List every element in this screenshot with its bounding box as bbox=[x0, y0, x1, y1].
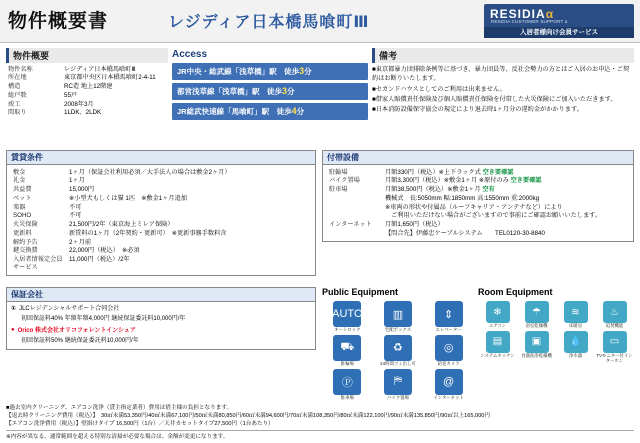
guarantee-fee-line bbox=[21, 337, 311, 345]
icon-caption: 浄水器 bbox=[568, 352, 583, 358]
rent-key: SOHO bbox=[13, 212, 32, 220]
note-list bbox=[372, 65, 634, 114]
rent-value: 1ヶ月 bbox=[69, 177, 85, 185]
list-item bbox=[172, 103, 368, 120]
rent-value: 21,500円/2年（東京海上ミレア保険） bbox=[69, 221, 174, 228]
logo-alpha: α bbox=[545, 7, 555, 21]
room-equipment-title: Room Equipment bbox=[478, 287, 553, 297]
list-item bbox=[423, 368, 474, 402]
outline-key: 構造 bbox=[8, 83, 21, 90]
dishwasher-icon: ▣ bbox=[525, 331, 549, 353]
delivery-box-icon: ▥ bbox=[384, 301, 412, 327]
guarantee-company-name: Orico 株式会社オリコフォレントインシュア bbox=[17, 327, 136, 334]
list-item bbox=[11, 327, 311, 335]
table-row bbox=[11, 247, 311, 256]
divider bbox=[6, 430, 634, 431]
outline-value: 東京都中央区日本橋馬喰町2-4-11 bbox=[64, 74, 156, 82]
facility-body bbox=[323, 165, 633, 241]
air-conditioner-icon: ❄ bbox=[486, 301, 510, 323]
table-row bbox=[11, 212, 311, 221]
icon-caption: 24時間ゴミ出し可 bbox=[380, 360, 416, 366]
facility-key: 駐輪場 bbox=[329, 168, 348, 176]
list-item bbox=[11, 305, 311, 313]
icon-caption: システムキッチン bbox=[480, 352, 515, 358]
list-item bbox=[517, 300, 556, 330]
icon-caption: 防犯カメラ bbox=[437, 360, 460, 366]
list-item: ■東京都暴力団排除条例等に基づき、暴力団員等、反社会勢力の方とはご入居のお申込・ご契約はお断りいたします。 bbox=[372, 66, 630, 83]
list-item bbox=[556, 300, 595, 330]
outline-table bbox=[6, 65, 168, 118]
rent-key: ペット bbox=[13, 194, 32, 202]
elevator-icon: ⇕ bbox=[435, 301, 463, 327]
footer-line: ※内容が異なる、通常範囲を超える特別な清掃が必要な場合は、金額が変更になります。 bbox=[6, 434, 229, 441]
list-item bbox=[423, 300, 474, 334]
table-row bbox=[11, 168, 311, 177]
table-row bbox=[11, 194, 311, 203]
icon-caption: 食器洗浄乾燥機 bbox=[521, 352, 552, 358]
guarantee-title: 保証会社 bbox=[7, 288, 315, 302]
table-row bbox=[327, 221, 629, 230]
access-text: JR総武快速線「馬喰町」駅 徒歩 bbox=[177, 107, 292, 116]
facility-panel bbox=[322, 150, 634, 242]
page-title: 物件概要書 bbox=[8, 11, 109, 32]
table-row bbox=[11, 203, 311, 212]
guarantee-initial-fee: 初回保証料40% 年額年額4,000円 bbox=[21, 316, 110, 323]
logo-subtitle: RESIDIA CUSTOMER SUPPORT α bbox=[491, 19, 568, 24]
guarantee-badge: ● bbox=[11, 326, 15, 333]
list-item bbox=[478, 300, 517, 330]
table-row bbox=[11, 177, 311, 186]
guarantee-fee-line bbox=[21, 315, 311, 323]
rent-conditions-table bbox=[11, 168, 311, 272]
rent-key: 共益費 bbox=[13, 186, 32, 193]
table-row bbox=[11, 256, 311, 273]
facility-key: バイク置場 bbox=[329, 177, 360, 185]
table-row bbox=[327, 168, 629, 177]
facility-value: ご利用いただけない場合がございますので事前にご確認お願いいたします。 bbox=[385, 212, 602, 220]
status-badge: 空有 bbox=[482, 186, 495, 193]
list-item: ■セカンドハウスとしてのご利用は出来ません。 bbox=[372, 85, 506, 93]
access-text: 都営浅草線「浅草橋」駅 徒歩 bbox=[177, 87, 282, 96]
table-row bbox=[6, 100, 168, 109]
rent-value: 2ヶ月前 bbox=[69, 238, 92, 246]
access-list bbox=[172, 63, 368, 120]
member-service-banner: 入居者様向け会員サービス bbox=[484, 27, 634, 38]
icon-caption: インターネット bbox=[433, 394, 464, 400]
icon-caption: 浴室乾燥機 bbox=[525, 323, 548, 328]
outline-value: レジディア日本橋馬喰町Ⅲ bbox=[64, 65, 136, 73]
list-item bbox=[517, 330, 556, 365]
status-badge: 空き要確認 bbox=[510, 177, 542, 185]
icon-caption: 駐輪場 bbox=[340, 360, 354, 366]
access-text: JR中央・総武線「浅草橋」駅 徒歩 bbox=[177, 67, 300, 76]
outline-panel bbox=[6, 48, 168, 118]
table-row bbox=[327, 212, 629, 221]
facility-table bbox=[327, 168, 629, 238]
list-item bbox=[373, 368, 424, 402]
system-kitchen-icon: ▤ bbox=[486, 331, 510, 353]
outline-value: RC造 地上12階建 bbox=[64, 83, 113, 90]
facility-key bbox=[327, 203, 383, 212]
parking-icon: Ⓟ bbox=[333, 369, 361, 395]
icon-caption: 宅配ボックス bbox=[384, 327, 412, 332]
footer-line: 【エアコン洗浄費用（税込）】壁掛けタイプ 16,500円（1台）／天井カセットタイプ27,500円（1台あたり） bbox=[6, 421, 274, 428]
guarantee-renewal-fee: 継続保証委託料10,000円/年 bbox=[111, 316, 186, 323]
list-item bbox=[556, 330, 595, 365]
icon-caption: バイク置場 bbox=[387, 394, 409, 400]
icon-caption: 追焚機能 bbox=[605, 323, 624, 328]
list-item bbox=[595, 330, 634, 365]
outline-key: 竣工 bbox=[8, 100, 21, 108]
access-minutes: 3 bbox=[282, 86, 288, 96]
internet-icon: @ bbox=[435, 369, 463, 395]
list-item: ■日本消防設備保守協会の規定により退去時1ヶ月分の違約金がかかります。 bbox=[372, 106, 583, 114]
table-row bbox=[327, 177, 629, 186]
note-panel bbox=[372, 48, 634, 115]
guarantee-renewal-fee: 継続保証委託料10,000円/年 bbox=[64, 338, 139, 345]
access-minutes: 4 bbox=[291, 106, 297, 116]
facility-key bbox=[327, 194, 383, 203]
rent-key: 解約予告 bbox=[13, 238, 38, 246]
table-row bbox=[11, 229, 311, 238]
guarantee-initial-fee: 初回保証料50% bbox=[21, 338, 64, 345]
floor-heating-icon: ≋ bbox=[564, 301, 588, 323]
access-unit: 分 bbox=[287, 87, 295, 96]
tv-monitor-icon: ▭ bbox=[603, 331, 627, 353]
facility-key: インターネット bbox=[329, 221, 372, 228]
icon-caption: エアコン bbox=[488, 323, 507, 328]
public-equipment-grid bbox=[322, 300, 474, 402]
rent-key: 鍵交換費 bbox=[13, 247, 38, 255]
rent-key: 入居者情報定会員サービス bbox=[13, 256, 63, 271]
footer-line: 【退去時クリーニング費用（税込）】 30㎡未満53,350円/40㎡未満67,100円/50㎡未満80,850円/60㎡未満94,600円/70㎡未満108,350円/80㎡未満122,100円/90㎡未満135,850円/90㎡以上165,000円 bbox=[6, 413, 490, 420]
rent-key: 礼金 bbox=[13, 177, 26, 185]
facility-value: 月額1,650円（税込） bbox=[385, 221, 444, 228]
note-title: 備考 bbox=[372, 48, 634, 63]
guarantee-company-name: JLCレジデンシャルサポート合同会社 bbox=[19, 306, 120, 312]
rent-value: 22,000円（税込） ※必須 bbox=[69, 247, 140, 255]
outline-key: 物件名称 bbox=[8, 65, 33, 73]
outline-value: 55戸 bbox=[64, 91, 78, 99]
water-purifier-icon: 💧 bbox=[564, 331, 588, 353]
icon-caption: オートロック bbox=[334, 327, 361, 332]
auto-lock-icon: AUTO bbox=[333, 301, 361, 327]
facility-key: 駐車場 bbox=[329, 186, 348, 193]
guarantee-panel bbox=[6, 287, 316, 350]
residia-logo bbox=[484, 4, 634, 38]
outline-key: 総戸数 bbox=[8, 91, 27, 99]
rent-value: ※小型犬もしくは猫 1匹 ※敷金1ヶ月追加 bbox=[69, 194, 187, 202]
rent-conditions-title: 賃貸条件 bbox=[7, 151, 315, 165]
facility-value: ※車両の形状や付属品（ルーフキャリア・アンテナなど）により bbox=[385, 203, 563, 211]
rent-key: 火災保険 bbox=[13, 221, 38, 228]
facility-value: 月額38,500円（税込）※敷金1ヶ月 bbox=[385, 186, 481, 193]
icon-caption: 駐車場 bbox=[340, 394, 354, 400]
logo-brand-label: RESIDIA bbox=[490, 7, 546, 21]
public-equipment-panel bbox=[322, 287, 474, 402]
outline-value: 2008年3月 bbox=[64, 100, 94, 108]
bike-parking-icon: ⛿ bbox=[384, 369, 412, 395]
access-unit: 分 bbox=[296, 107, 305, 116]
icon-caption: エレベーター bbox=[435, 327, 462, 332]
rent-value: 15,000円 bbox=[69, 186, 95, 193]
table-row bbox=[327, 203, 629, 212]
rent-value: 新賃料の1ヶ月（2年契約・更新可） ※更新事務手数料含 bbox=[69, 229, 227, 237]
icon-caption: TVモニター付インターホン bbox=[596, 352, 633, 363]
footer-notes bbox=[6, 404, 634, 441]
rent-value: 不可 bbox=[69, 203, 82, 211]
status-badge: 空き要確認 bbox=[482, 168, 514, 176]
bicycle-parking-icon: ⛟ bbox=[333, 335, 361, 361]
access-panel bbox=[172, 48, 368, 123]
list-item bbox=[595, 300, 634, 330]
facility-value: 月額3,300円（税込）※敷金1ヶ月 ※原付のみ bbox=[385, 177, 509, 185]
table-row bbox=[11, 238, 311, 247]
list-item bbox=[322, 368, 373, 402]
document-header bbox=[0, 0, 640, 43]
list-item bbox=[172, 63, 368, 80]
table-row bbox=[327, 229, 629, 238]
table-row bbox=[327, 194, 629, 203]
facility-value: 機械式 長:5050mm 幅:1850mm 高:1550mm 重:2000kg bbox=[385, 194, 540, 202]
table-row bbox=[6, 83, 168, 92]
rent-value: 不可 bbox=[69, 212, 82, 220]
list-item bbox=[322, 334, 373, 368]
public-equipment-title: Public Equipment bbox=[322, 287, 399, 297]
list-item: ■借家人賠償責任保険及び個人賠償責任保険を付帯した火災保険にご加入いただきます。 bbox=[372, 95, 617, 103]
rent-value: 1ヶ月（保証会社利用必須／大手法人の場合は敷金2ヶ月） bbox=[69, 168, 231, 176]
access-minutes: 3 bbox=[299, 66, 305, 76]
trash-room-icon: ♻ bbox=[384, 335, 412, 361]
list-item bbox=[322, 300, 373, 334]
room-equipment-grid bbox=[478, 300, 634, 365]
outline-value: 1LDK、2LDK bbox=[64, 109, 102, 117]
room-equipment-panel bbox=[478, 287, 634, 365]
list-item bbox=[478, 330, 517, 365]
facility-key bbox=[327, 229, 383, 238]
list-item bbox=[373, 300, 424, 334]
table-row bbox=[6, 74, 168, 83]
guarantee-body bbox=[7, 302, 315, 349]
property-name-title: レジディア日本橋馬喰町Ⅲ bbox=[168, 14, 370, 31]
table-row bbox=[327, 186, 629, 195]
outline-key: 間取り bbox=[8, 109, 27, 117]
facility-value: 【問合先】伊藤忠ケーブルシステム TEL0120-30-8840 bbox=[385, 229, 545, 237]
list-item bbox=[423, 334, 474, 368]
bath-dryer-icon: ☂ bbox=[525, 301, 549, 323]
access-unit: 分 bbox=[304, 67, 312, 76]
table-row bbox=[6, 109, 168, 118]
access-title: Access bbox=[172, 49, 208, 60]
table-row bbox=[11, 186, 311, 195]
list-item bbox=[172, 83, 368, 100]
facility-value: 月額330円（税込）※上下ラック式 bbox=[385, 168, 481, 176]
rent-key: 更新料 bbox=[13, 229, 32, 237]
footer-line: ■過去室内クリーニング、エアコン洗浄（貸主指定業者）費用は借主様の負担となります。 bbox=[6, 405, 233, 411]
outline-title: 物件概要 bbox=[6, 48, 168, 63]
rent-key: 楽器 bbox=[13, 203, 26, 211]
rent-value: 11,000円（税込）/2年 bbox=[69, 256, 130, 263]
list-item bbox=[373, 334, 424, 368]
table-row bbox=[11, 221, 311, 230]
guarantee-badge: ① bbox=[11, 306, 17, 312]
outline-key: 所在地 bbox=[8, 74, 27, 82]
rent-conditions-panel bbox=[6, 150, 316, 276]
facility-title: 付帯設備 bbox=[323, 151, 633, 165]
shower-icon: ♨ bbox=[603, 301, 627, 323]
facility-key bbox=[327, 212, 383, 221]
icon-caption: 床暖房 bbox=[568, 323, 583, 328]
security-camera-icon: ◎ bbox=[435, 335, 463, 361]
rent-key: 敷金 bbox=[13, 168, 26, 176]
rent-conditions-body bbox=[7, 165, 315, 275]
table-row bbox=[6, 65, 168, 74]
table-row bbox=[6, 91, 168, 100]
